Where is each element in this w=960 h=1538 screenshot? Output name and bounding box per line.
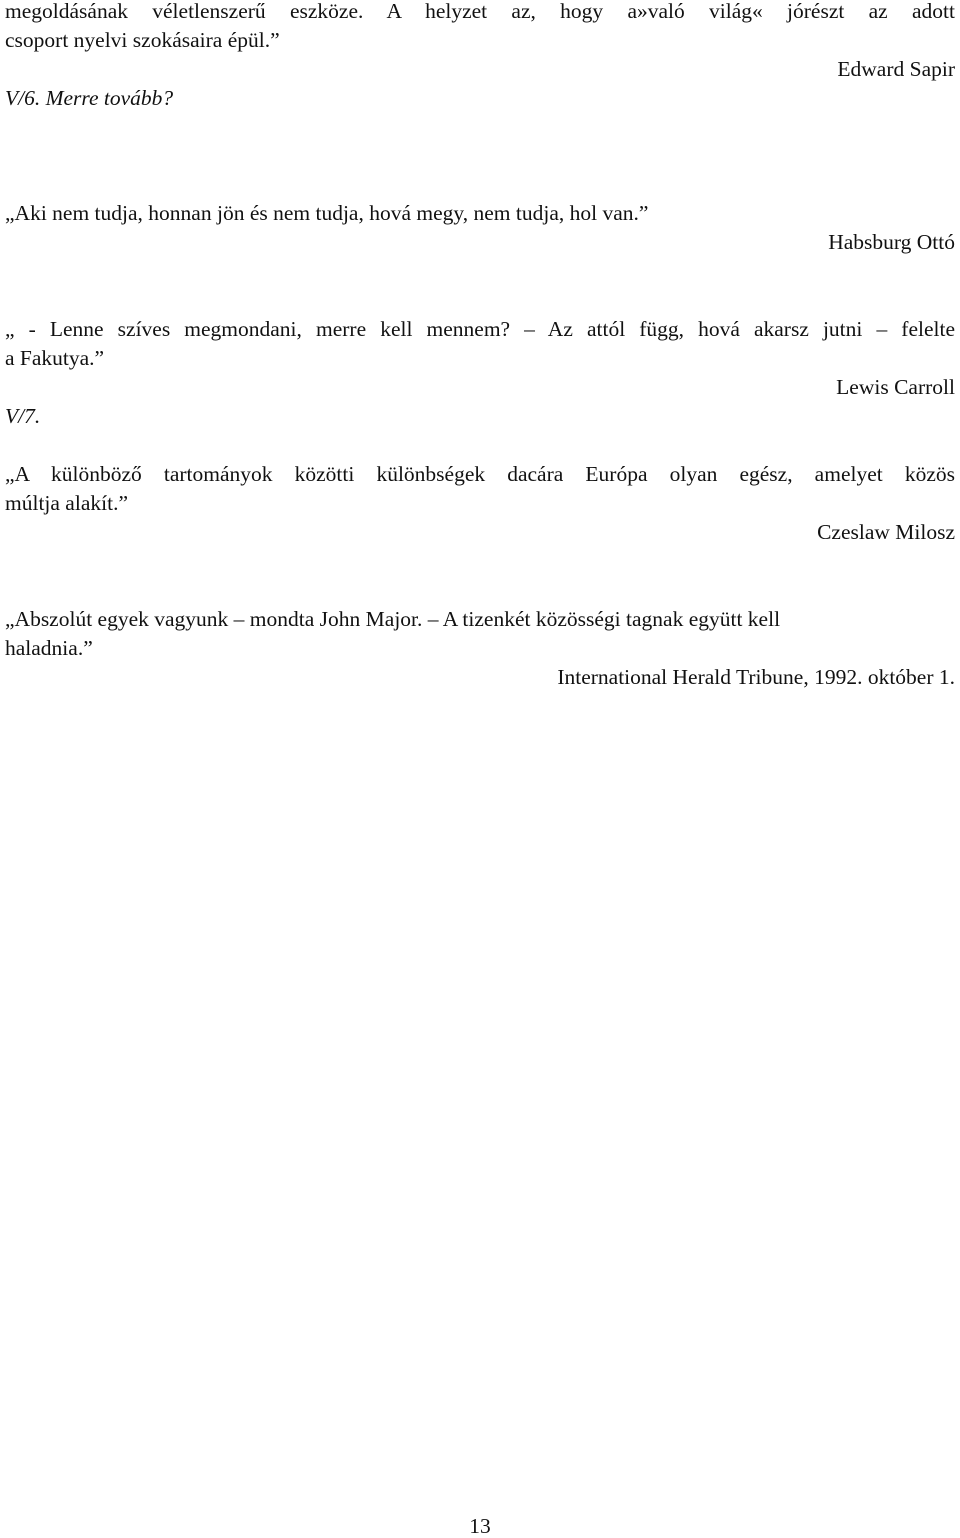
quote-text: „Aki nem tudja, honnan jön és nem tudja, hová megy, nem tudja, hol van.”	[5, 201, 649, 225]
section-heading: V/7.	[5, 404, 41, 428]
quote-text: múltja alakít.”	[5, 491, 128, 515]
quote-text: „Abszolút egyek vagyunk – mondta John Major. – A tizenkét közösségi tagnak együtt kell	[5, 607, 781, 631]
quote-text: „ - Lenne szíves megmondani, merre kell mennem? – Az attól függ, hová akarsz jutni – felelte	[5, 317, 955, 341]
body-text-line: megoldásának véletlenszerű eszköze. A helyzet az, hogy a»való világ« jórészt az adott	[5, 0, 955, 23]
page-number: 13	[469, 1514, 491, 1538]
quote-attribution: International Herald Tribune, 1992. október 1.	[557, 665, 955, 689]
quote-attribution: Czeslaw Milosz	[817, 520, 955, 544]
section-heading: V/6. Merre tovább?	[5, 86, 174, 110]
quote-text: haladnia.”	[5, 636, 93, 660]
quote-text: „A különböző tartományok közötti különbségek dacára Európa olyan egész, amelyet közös	[5, 462, 955, 486]
body-text-line: csoport nyelvi szokásaira épül.”	[5, 28, 280, 52]
quote-attribution: Habsburg Ottó	[828, 230, 955, 254]
quote-attribution: Edward Sapir	[837, 57, 955, 81]
quote-attribution: Lewis Carroll	[836, 375, 955, 399]
quote-text: a Fakutya.”	[5, 346, 105, 370]
